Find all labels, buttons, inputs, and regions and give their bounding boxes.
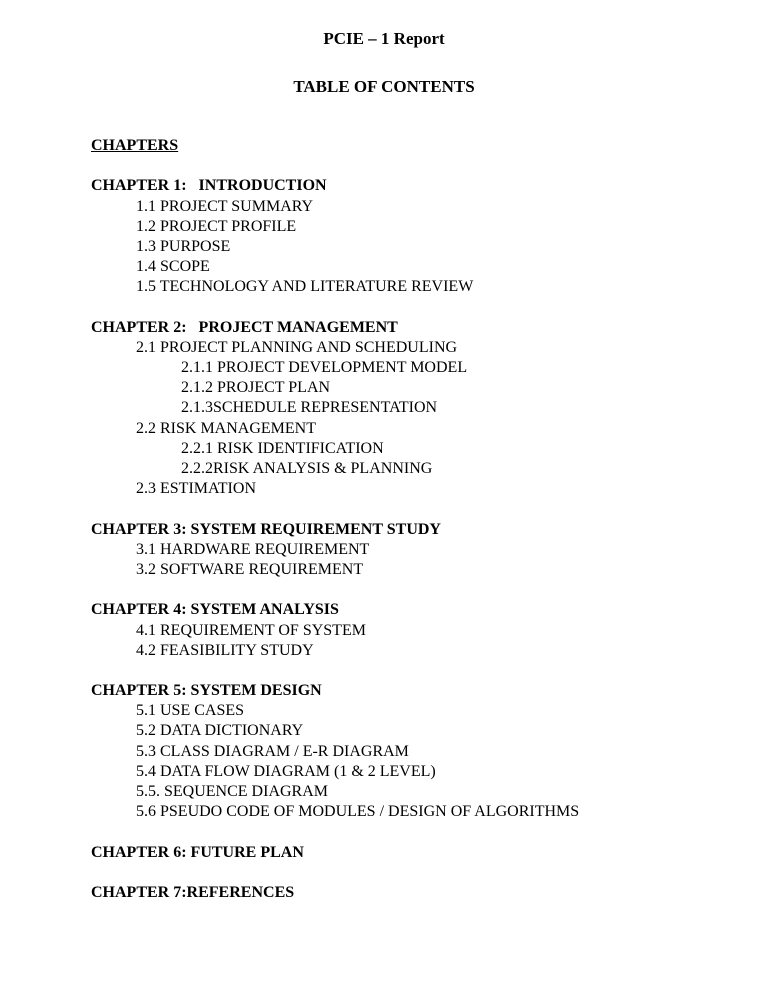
toc-subsection-entry: 2.1.1 PROJECT DEVELOPMENT MODEL (181, 359, 468, 377)
toc-section-entry: 3.2 SOFTWARE REQUIREMENT (136, 560, 364, 578)
chapter-title: CHAPTER 4: SYSTEM ANALYSIS (91, 601, 339, 619)
chapter-title: CHAPTER 1: INTRODUCTION (91, 177, 327, 195)
toc-section-entry: 4.1 REQUIREMENT OF SYSTEM (136, 621, 366, 639)
toc-section-entry: 5.6 PSEUDO CODE OF MODULES / DESIGN OF ALGORITHMS (136, 803, 580, 821)
toc-section-entry: 1.5 TECHNOLOGY AND LITERATURE REVIEW (136, 278, 474, 296)
toc-subsection-entry: 2.2.2RISK ANALYSIS & PLANNING (181, 460, 433, 477)
toc-section-entry: 1.4 SCOPE (136, 258, 210, 276)
toc-subsection-entry: 2.2.1 RISK IDENTIFICATION (181, 439, 384, 457)
toc-section-entry: 5.3 CLASS DIAGRAM / E-R DIAGRAM (136, 742, 409, 760)
toc-section-entry: 1.1 PROJECT SUMMARY (136, 197, 314, 215)
toc-section-entry: 1.3 PURPOSE (136, 237, 231, 255)
toc-section-entry: 2.2 RISK MANAGEMENT (136, 419, 316, 437)
chapter-title: CHAPTER 5: SYSTEM DESIGN (91, 682, 322, 700)
toc-section-entry: 5.1 USE CASES (136, 702, 245, 720)
chapter-title: CHAPTER 7:REFERENCES (91, 883, 295, 901)
toc-subsection-entry: 2.1.2 PROJECT PLAN (181, 379, 331, 397)
chapter-block (91, 843, 751, 863)
toc-section-entry: 2.1 PROJECT PLANNING AND SCHEDULING (136, 338, 458, 356)
chapters-heading: CHAPTERS (91, 137, 179, 154)
toc-subsection-entry: 2.1.3SCHEDULE REPRESENTATION (181, 399, 438, 417)
toc-section-entry: 3.1 HARDWARE REQUIREMENT (136, 540, 370, 558)
toc-section-entry: 4.2 FEASIBILITY STUDY (136, 641, 314, 659)
document-title: PCIE – 1 Report (323, 29, 445, 48)
chapter-block (91, 176, 751, 297)
toc-section-entry: 5.4 DATA FLOW DIAGRAM (1 & 2 LEVEL) (136, 762, 436, 780)
chapter-block (91, 600, 751, 661)
chapter-title: CHAPTER 2: PROJECT MANAGEMENT (91, 318, 398, 336)
chapter-list (91, 176, 751, 903)
toc-section-entry: 5.2 DATA DICTIONARY (136, 722, 304, 740)
toc-section-entry: 2.3 ESTIMATION (136, 480, 256, 498)
table-of-contents (91, 136, 751, 923)
chapter-title: CHAPTER 6: FUTURE PLAN (91, 843, 304, 861)
table-of-contents-heading: TABLE OF CONTENTS (293, 77, 475, 96)
chapter-block (91, 318, 751, 500)
chapter-block (91, 681, 751, 822)
chapter-block (91, 883, 751, 903)
toc-section-entry: 1.2 PROJECT PROFILE (136, 217, 297, 235)
chapter-block (91, 520, 751, 581)
toc-section-entry: 5.5. SEQUENCE DIAGRAM (136, 783, 328, 800)
chapter-title: CHAPTER 3: SYSTEM REQUIREMENT STUDY (91, 520, 441, 538)
